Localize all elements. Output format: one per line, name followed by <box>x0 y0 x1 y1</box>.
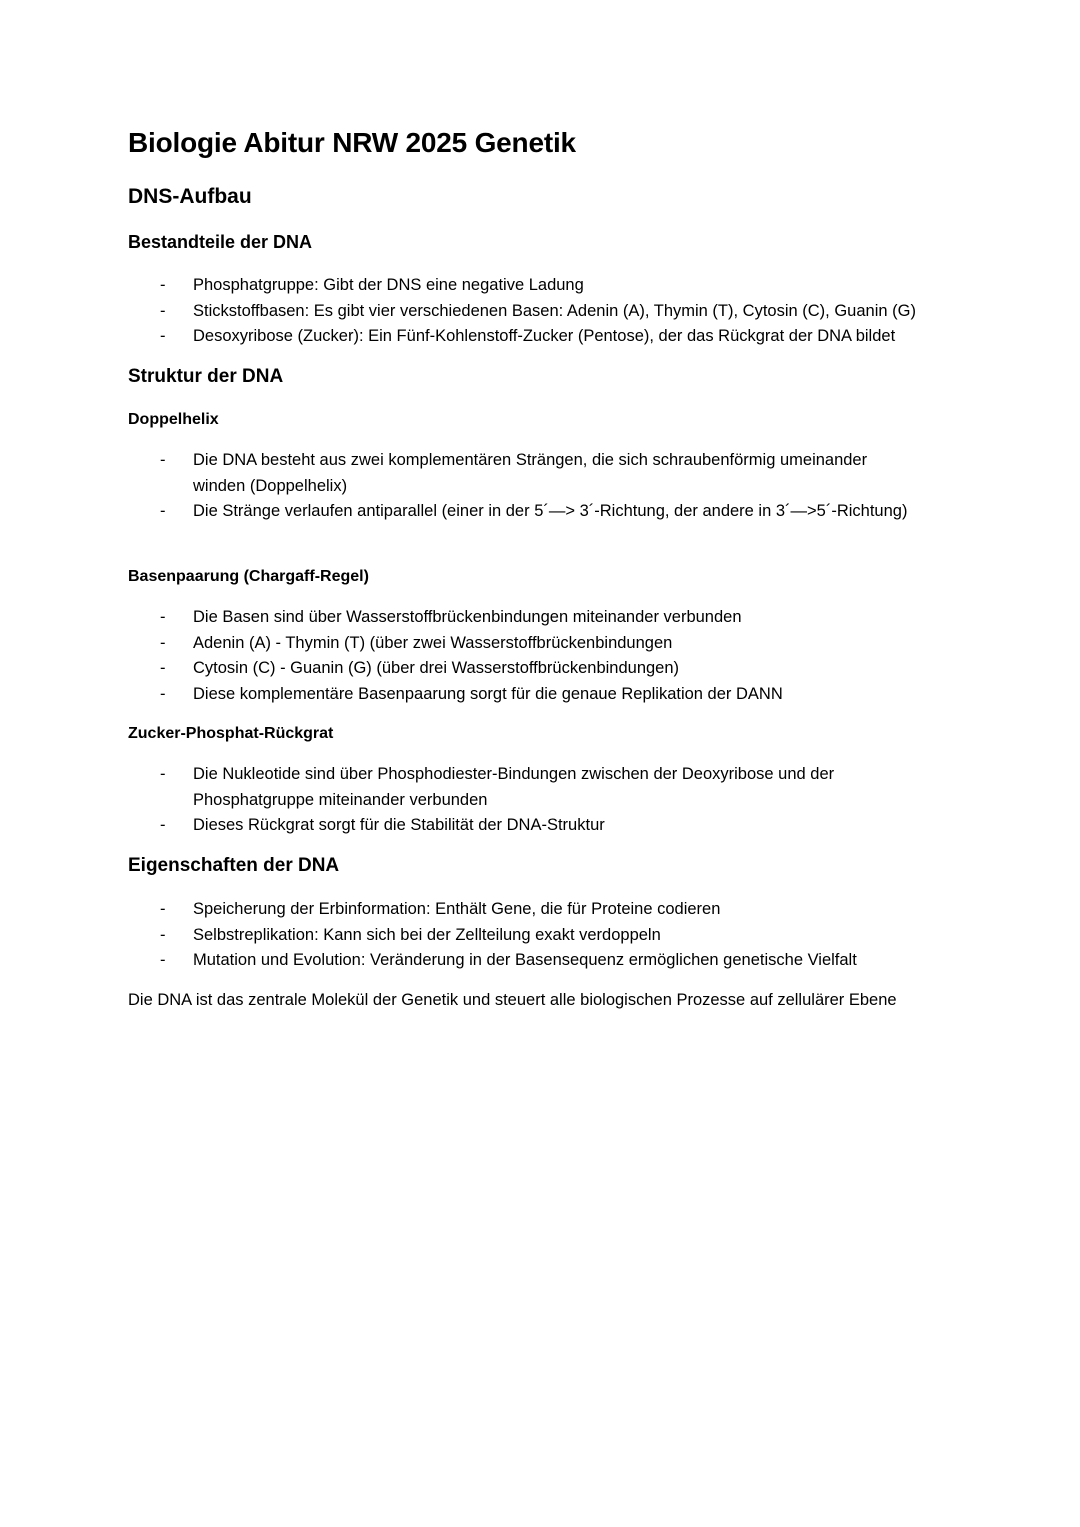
list-item <box>128 605 958 631</box>
list-item-text: Speicherung der Erbinformation: Enthält Gene, die für Proteine codieren <box>193 900 721 918</box>
list-item <box>128 762 918 813</box>
list-item <box>128 631 958 657</box>
subheading-rueckgrat: Zucker-Phosphat-Rückgrat <box>128 725 334 742</box>
dash-marker: - <box>160 633 166 652</box>
dash-marker: - <box>160 451 166 469</box>
list-item <box>128 682 958 708</box>
eigenschaften-list <box>128 897 958 974</box>
list-item-text: Dieses Rückgrat sorgt für die Stabilität der DNA-Struktur <box>193 816 605 835</box>
document-title: Biologie Abitur NRW 2025 Genetik <box>128 127 576 158</box>
dash-marker: - <box>160 951 166 970</box>
list-item-text: Phosphatgruppe: Gibt der DNS eine negative Ladung <box>193 276 584 294</box>
dash-marker: - <box>160 925 166 944</box>
dash-marker: - <box>160 816 166 835</box>
dash-marker: - <box>160 765 166 783</box>
list-item <box>128 948 958 974</box>
dash-marker: - <box>160 276 166 294</box>
conclusion-paragraph: Die DNA ist das zentrale Molekül der Genetik und steuert alle biologischen Prozesse auf zellulärer Ebene <box>128 991 897 1009</box>
list-item <box>128 923 958 949</box>
list-item-text: Stickstoffbasen: Es gibt vier verschiedenen Basen: Adenin (A), Thymin (T), Cytosin (C), Guanin (G) <box>193 301 916 320</box>
list-item-text: Die Stränge verlaufen antiparallel (einer in der 5´—> 3´-Richtung, der andere in 3´—>5´-Richtung) <box>193 502 908 521</box>
list-item-text: Die Basen sind über Wasserstoffbrückenbindungen miteinander verbunden <box>193 608 742 626</box>
doppelhelix-list <box>128 448 918 525</box>
basenpaarung-list <box>128 605 958 707</box>
section-heading-eigenschaften: Eigenschaften der DNA <box>128 855 340 876</box>
dash-marker: - <box>160 327 166 346</box>
dash-marker: - <box>160 301 166 320</box>
subheading-doppelhelix: Doppelhelix <box>128 411 219 428</box>
list-item-text: Die DNA besteht aus zwei komplementären Strängen, die sich schraubenförmig umeinander winden (Doppelhelix) <box>193 451 868 495</box>
list-item <box>128 448 918 499</box>
list-item <box>128 656 958 682</box>
list-item <box>128 897 958 923</box>
dash-marker: - <box>160 684 166 703</box>
list-item-text: Cytosin (C) - Guanin (G) (über drei Wasserstoffbrückenbindungen) <box>193 659 680 678</box>
bestandteile-list <box>128 273 958 350</box>
list-item-text: Diese komplementäre Basenpaarung sorgt für die genaue Replikation der DANN <box>193 684 783 703</box>
dash-marker: - <box>160 659 166 678</box>
list-item-text: Die Nukleotide sind über Phosphodiester-Bindungen zwischen der Deoxyribose und der Phosphatgruppe miteinander verbunden <box>193 765 835 809</box>
list-item <box>128 324 958 350</box>
section-heading-struktur: Struktur der DNA <box>128 366 284 387</box>
dash-marker: - <box>160 608 166 626</box>
list-item-text: Mutation und Evolution: Veränderung in der Basensequenz ermöglichen genetische Vielfalt <box>193 951 857 970</box>
list-item-text: Selbstreplikation: Kann sich bei der Zellteilung exakt verdoppeln <box>193 925 661 944</box>
list-item <box>128 499 918 525</box>
list-item-text: Adenin (A) - Thymin (T) (über zwei Wasserstoffbrückenbindungen <box>193 633 673 652</box>
subheading-basenpaarung: Basenpaarung (Chargaff-Regel) <box>128 568 369 585</box>
list-item <box>128 813 918 839</box>
list-item <box>128 299 958 325</box>
list-item <box>128 273 958 299</box>
dash-marker: - <box>160 502 166 521</box>
section-heading-dns-aufbau: DNS-Aufbau <box>128 185 252 208</box>
rueckgrat-list <box>128 762 918 839</box>
dash-marker: - <box>160 900 166 918</box>
list-item-text: Desoxyribose (Zucker): Ein Fünf-Kohlenstoff-Zucker (Pentose), der das Rückgrat der DNA bildet <box>193 327 896 346</box>
subheading-bestandteile: Bestandteile der DNA <box>128 232 313 252</box>
